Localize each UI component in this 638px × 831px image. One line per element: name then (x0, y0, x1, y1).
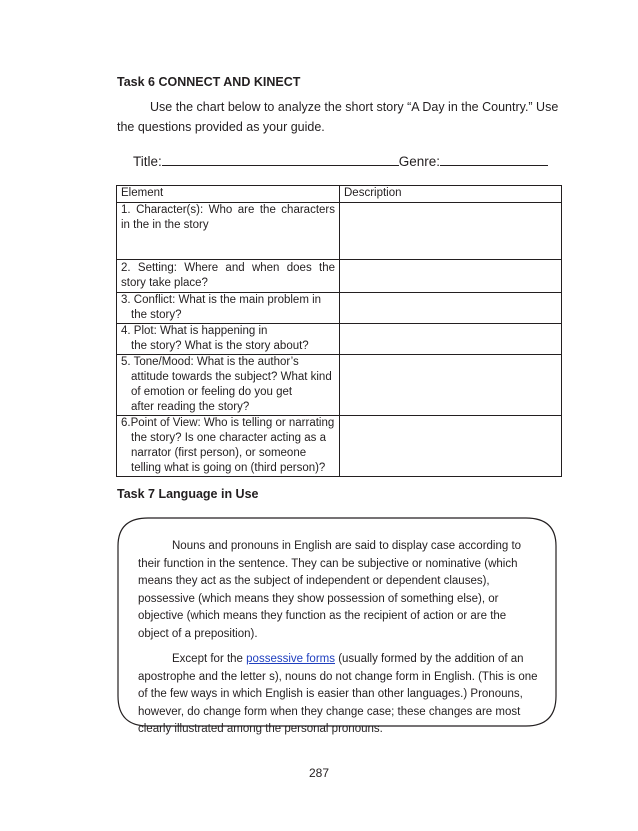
description-cell[interactable] (340, 355, 562, 416)
element-cell: 1. Character(s): Who are the characters in the in the story (117, 203, 340, 260)
description-header: Description (340, 186, 562, 203)
element-line: narrator (first person), or someone (131, 447, 307, 459)
element-header: Element (117, 186, 340, 203)
genre-blank[interactable] (440, 153, 548, 166)
element-line: 5. Tone/Mood: What is the author’s (121, 356, 299, 368)
title-label: Title: (133, 154, 162, 169)
element-line: the story? (131, 309, 182, 321)
element-line: attitude towards the subject? What kind (131, 371, 332, 383)
element-line: the story? What is the story about? (131, 340, 309, 352)
table-row (117, 293, 562, 324)
description-cell[interactable] (340, 203, 562, 260)
task6-instructions: Use the chart below to analyze the short story “A Day in the Country.” Use the questions provided as your guide. (117, 100, 559, 134)
description-cell[interactable] (340, 324, 562, 355)
title-blank[interactable] (162, 153, 399, 166)
task7-heading: Task 7 Language in Use (117, 487, 259, 501)
element-cell (117, 324, 340, 355)
possessive-forms-link[interactable]: possessive forms (246, 653, 335, 665)
table-row (117, 260, 562, 293)
element-line: after reading the story? (131, 401, 250, 413)
element-line: of emotion or feeling do you get (131, 386, 293, 398)
element-line: telling what is going on (third person)? (131, 462, 326, 474)
title-genre-line (133, 153, 548, 169)
description-cell[interactable] (340, 416, 562, 477)
table-row (117, 203, 562, 260)
table-header-row (117, 186, 562, 203)
element-cell (117, 293, 340, 324)
task6-heading: Task 6 CONNECT AND KINECT (117, 75, 301, 89)
language-paragraph-1: Nouns and pronouns in English are said to display case according to their function in the sentence. They can be subjective or nominative (which means they act as the subject of independent or dependent clauses), possessive (which means they show possession of something else), or objective (which means they function as the recipient of action or are the object of a preposition). (138, 540, 522, 640)
description-cell[interactable] (340, 260, 562, 293)
element-line: 3. Conflict: What is the main problem in (121, 294, 322, 306)
element-line: 6.Point of View: Who is telling or narrating (121, 417, 335, 429)
table-row (117, 416, 562, 477)
page-number: 287 (308, 766, 330, 780)
genre-label: Genre: (398, 154, 441, 169)
element-cell (117, 416, 340, 477)
paragraph-2-rest: (usually formed by the addition of an apostrophe and the letter s), nouns do not change form in English. (This is one of the few ways in which English is easier than other languages.) Pronouns, however, do change form when they change case; these changes are most clearly illustrated among the personal pronouns. (138, 653, 538, 735)
element-line: 4. Plot: What is happening in (121, 325, 268, 337)
element-cell: 2. Setting: Where and when does the story take place? (117, 260, 340, 293)
description-cell[interactable] (340, 293, 562, 324)
paragraph-2-start: Except for the (172, 653, 247, 665)
language-box-text (138, 538, 540, 747)
language-paragraph-2 (138, 651, 540, 739)
element-cell (117, 355, 340, 416)
table-row (117, 324, 562, 355)
story-analysis-table (116, 185, 562, 477)
table-row (117, 355, 562, 416)
element-line: the story? Is one character acting as a (131, 432, 326, 444)
